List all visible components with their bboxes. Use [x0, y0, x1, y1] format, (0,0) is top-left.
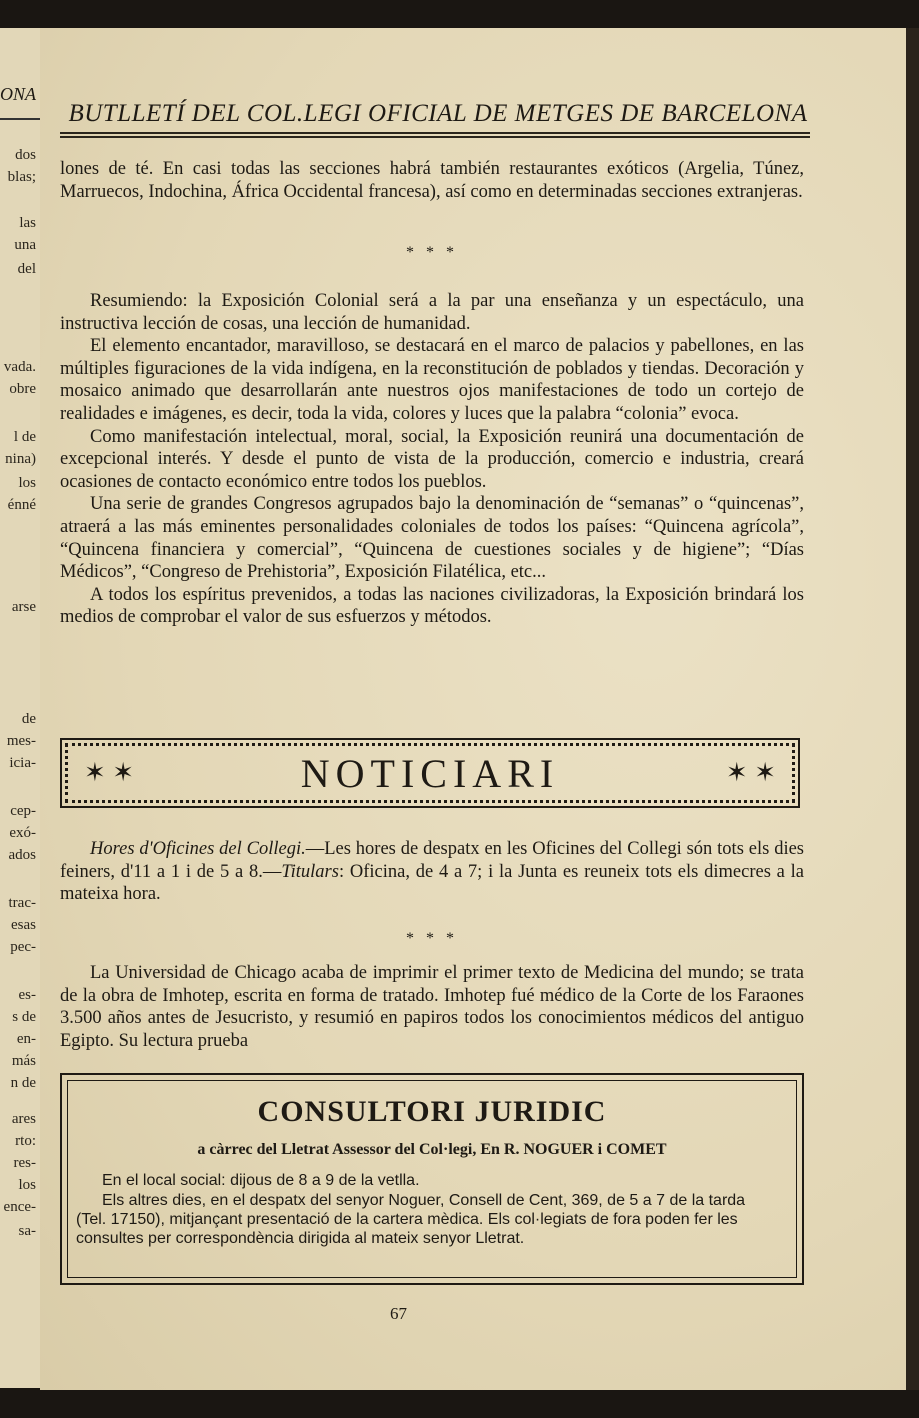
paragraph-manifestacion: Como manifestación intelectual, moral, social, la Exposición reunirá una documentación de excepcional interés. Y desde el punto de vista de la producción, comercio e industria, creará ocasiones de contacto económico entre todos los pueblos.: [60, 426, 804, 492]
paragraph-resumiendo: Resumiendo: la Exposición Colonial será a la par una enseñanza y un espectáculo, una instructiva lección de cosas, una lección de humanidad.: [60, 291, 804, 334]
left-page-fragment: esas: [11, 917, 36, 933]
left-page-fragment: blas;: [7, 169, 36, 185]
titulars-text: : Oficina, de 4 a 7; i la Junta es reuneix tots els dimecres a la mateixa hora.: [60, 861, 804, 905]
page-number: 67: [390, 1304, 407, 1323]
left-page-fragment: de: [21, 711, 36, 727]
left-page-fragment: exó-: [9, 825, 36, 841]
section-separator-1: * * *: [406, 244, 458, 261]
running-header: BUTLLETÍ DEL COL.LEGI OFICIAL DE METGES DE BARCELONA: [68, 100, 808, 127]
section-separator-2: * * *: [406, 930, 458, 947]
left-page-fragment: del: [17, 261, 36, 277]
header-rule-bottom: [60, 136, 810, 138]
noticiari-banner: [60, 738, 800, 808]
left-page-fragment: arse: [11, 599, 36, 615]
left-page-fragment: más: [11, 1053, 36, 1069]
left-page-fragment: obre: [9, 381, 36, 397]
office-hours-text: —Les hores de despatx en les Oficines del Collegi són tots els dies feiners, d'11 a 1 i de 5 a 8.—: [60, 839, 804, 882]
office-hours-paragraph: [60, 838, 804, 906]
paragraph-espiritus: A todos los espíritus prevenidos, a todas las naciones civilizadoras, la Exposición brindará los medios de comprobar el valor de sus esfuerzos y métodos.: [60, 584, 804, 628]
left-page-fragment: los: [18, 1177, 36, 1193]
left-page-fragment: énné: [7, 497, 36, 513]
chicago-text-block: [60, 962, 804, 1052]
consultori-juridic-box: [60, 1073, 804, 1285]
chicago-paragraph: La Universidad de Chicago acaba de imprimir el primer texto de Medicina del mundo; se trata de la obra de Imhotep, escrita en forma de tratado. Imhotep fué médico de la Corte de los Faraones 3.500 años antes de Jesucristo, y resumió en papiros todos los conocimientos médicos del antiguo Egipto. Su lectura prueba: [60, 963, 804, 1051]
left-page-fragment: rto:: [15, 1133, 36, 1149]
left-page-fragment: trac-: [8, 895, 36, 911]
consultori-line-1: En el local social: dijous de 8 a 9 de la vetlla.: [102, 1172, 420, 1189]
page: [40, 28, 906, 1390]
left-page-fragment: dos: [15, 147, 36, 163]
left-page-fragment: res-: [13, 1155, 36, 1171]
left-page-fragment: mes-: [6, 733, 36, 749]
header-rule-top: [60, 132, 810, 134]
office-hours-lead: Hores d'Oficines del Collegi.: [90, 839, 306, 859]
left-page-fragment: una: [14, 237, 36, 253]
left-page-header-fragment: ONA: [0, 84, 36, 104]
noticiari-text-block: [60, 838, 804, 906]
left-page-fragment: icia-: [9, 755, 36, 771]
left-page-fragment: las: [19, 215, 36, 231]
paragraph-elemento: El elemento encantador, maravilloso, se destacará en el marco de palacios y pabellones, en las múltiples figuraciones de la vida indígena, en la reconstitución de poblados y tiendas. Decoración y mosaico animado que desarrollarán ante nuestros ojos manifestaciones de todo un cortejo de realidades e imágenes, es decir, toda la vida, colores y luces que la palabra “colonia” evoca.: [60, 336, 804, 424]
paragraph-congresos: Una serie de grandes Congresos agrupados bajo la denominación de “semanas” o “quincenas”, atraerá a las más eminentes personalidades coloniales de todos los países: “Quincena agrícola”, “Quincena financiera y comercial”, “Quincena de cuestiones sociales y de higiene”; “Días Médicos”, “Congreso de Prehistoria”, Exposición Filatélica, etc...: [60, 494, 804, 583]
consultori-title: CONSULTORI JURIDIC: [257, 1095, 607, 1128]
left-page-rule: [0, 118, 40, 120]
left-page-fragment: ence-: [3, 1199, 36, 1215]
consultori-line-2: Els altres dies, en el despatx del senyor Noguer, Consell de Cent, 369, de 5 a 7 de la tarda (Tel. 17150), mitjançant presentació de la cartera mèdica. Els col·legiats de fora poden fer les consultes per correspondència dirigida al mateix senyor Lletrat.: [76, 1192, 746, 1247]
left-page-fragment: ados: [8, 847, 36, 863]
left-page-edge: [0, 28, 43, 1388]
left-page-fragment: pec-: [10, 939, 36, 955]
left-page-fragment: vada.: [3, 359, 36, 375]
consultori-subtitle: a càrrec del Lletrat Assessor del Col·legi, En R. NOGUER i COMET: [197, 1141, 667, 1158]
exposition-text-block: [60, 290, 804, 629]
left-page-fragment: l de: [13, 429, 36, 445]
left-page-fragment: ares: [11, 1111, 36, 1127]
right-edge: [906, 28, 919, 1390]
left-page-fragment: nina): [5, 451, 36, 467]
titulars-label: Titulars: [281, 861, 339, 882]
left-page-fragment: los: [18, 475, 36, 491]
banner-ornament-left: ✶ ✶: [84, 758, 135, 787]
noticiari-title: NOTICIARI: [300, 751, 560, 796]
left-page-fragment: s de: [12, 1009, 36, 1025]
left-page-fragment: cep-: [10, 803, 36, 819]
intro-paragraph-block: [60, 158, 804, 203]
left-page-fragment: n de: [10, 1075, 36, 1091]
banner-ornament-right: ✶ ✶: [725, 758, 776, 787]
left-page-fragment: en-: [16, 1031, 36, 1047]
left-page-fragment: sa-: [18, 1223, 36, 1239]
intro-paragraph: lones de té. En casi todas las secciones habrá también restaurantes exóticos (Argelia, Túnez, Marruecos, Indochina, África Occidental francesa), así como en determinadas secciones extranjeras.: [60, 159, 804, 202]
left-page-fragment: es-: [18, 987, 36, 1003]
